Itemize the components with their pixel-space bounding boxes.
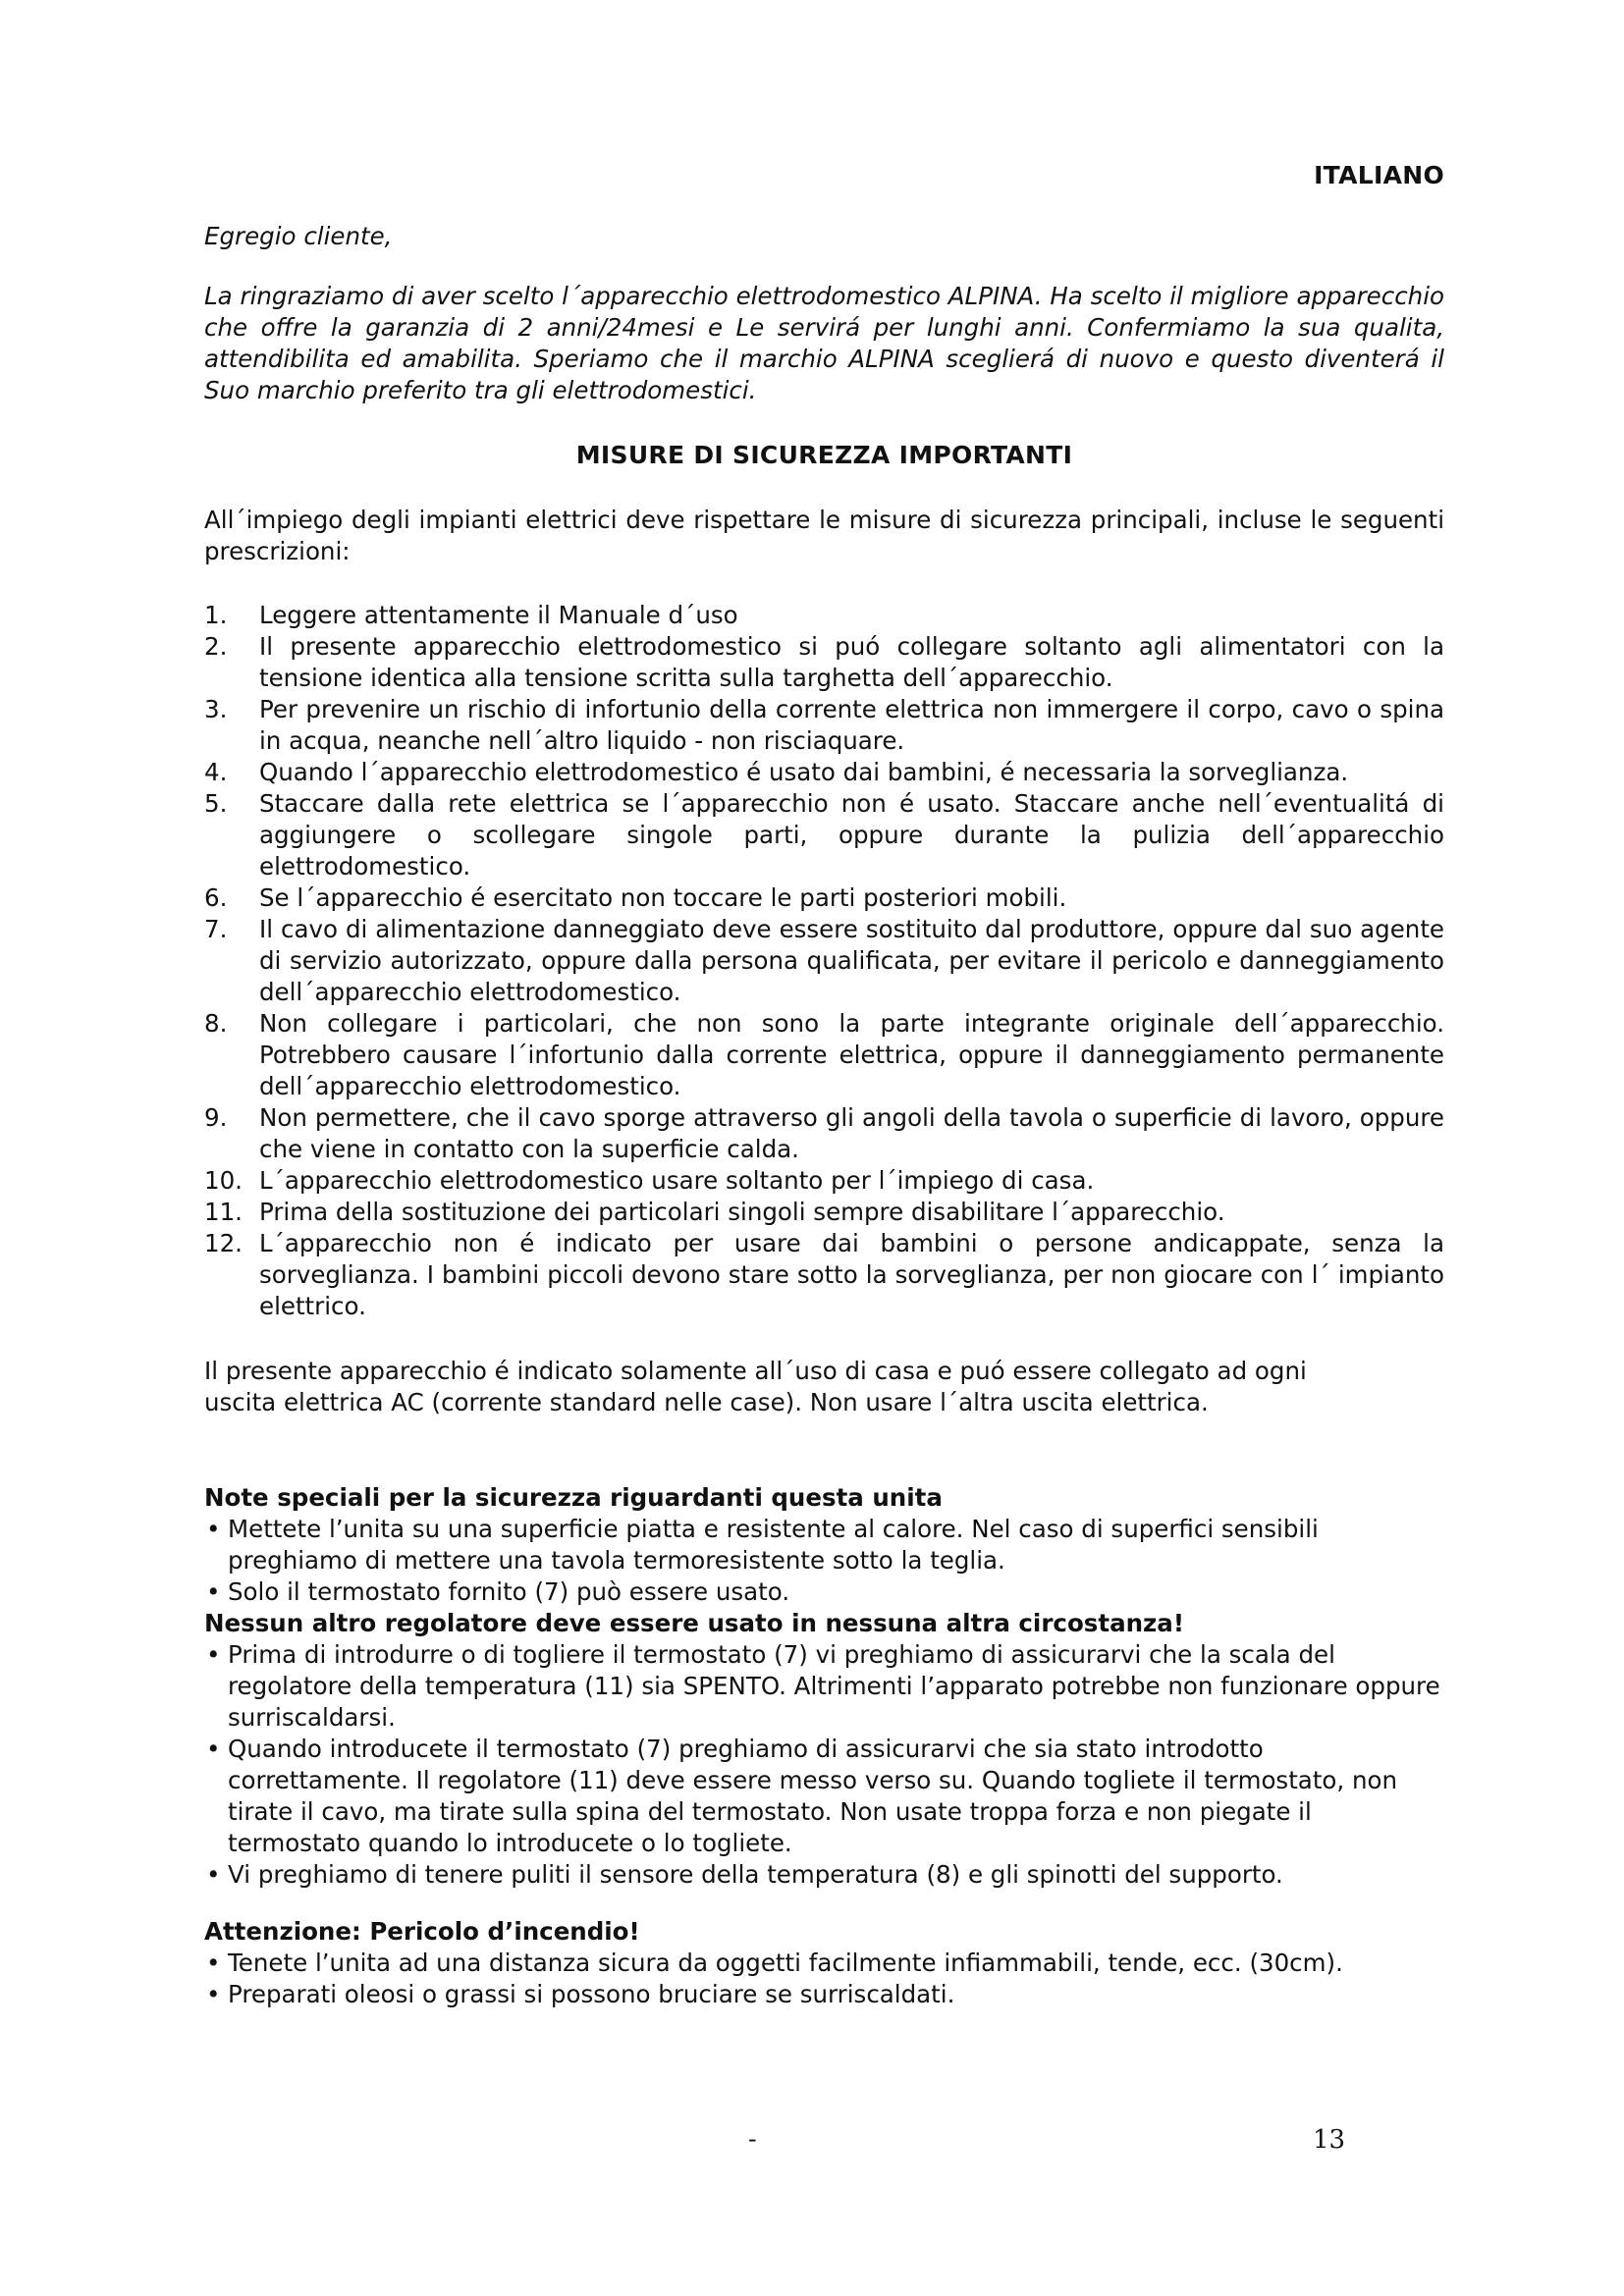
page-number: 13	[1313, 2125, 1346, 2155]
usage-line: uscita elettrica AC (corrente standard nelle case). Non usare l´altra uscita elettrica.	[204, 1388, 1209, 1416]
greeting: Egregio cliente,	[204, 222, 393, 250]
safety-rules-list	[204, 600, 1444, 1322]
rule-item: 2. Il presente apparecchio elettrodomestico si puó collegare soltanto agli alimentatori con la tensione identica alla tensione scritta sulla targhetta dell´apparecchio.	[204, 632, 1444, 692]
list-item: • Preparati oleosi o grassi si possono bruciare se surriscaldati.	[206, 1980, 955, 2008]
language-heading: ITALIANO	[1314, 161, 1444, 189]
list-item: • Tenete l’unita ad una distanza sicura da oggetti facilmente infiammabili, tende, ecc. (30cm).	[206, 1949, 1343, 1977]
fire-bullets	[204, 1948, 1444, 2010]
rule-item: 12. L´apparecchio non é indicato per usare dai bambini o persone andicappate, senza la sorveglianza. I bambini piccoli devono stare sotto la sorveglianza, per non giocare con l´ impianto elettrico.	[204, 1229, 1444, 1320]
safety-lead: All´impiego degli impianti elettrici deve rispettare le misure di sicurezza principali, incluse le seguenti prescrizioni:	[204, 506, 1444, 565]
bullet-icon: •	[206, 1949, 221, 1977]
list-item: • Solo il termostato fornito (7) può essere usato.	[206, 1577, 790, 1606]
rule-item: 11. Prima della sostituzione dei particolari singoli sempre disabilitare l´apparecchio.	[204, 1198, 1225, 1226]
rule-item: 7. Il cavo di alimentazione danneggiato deve essere sostituito dal produttore, oppure dal suo agente di servizio autorizzato, oppure dalla persona qualificata, per evitare il pericolo e danneggiamento dell´apparecchio elettrodomestico.	[204, 915, 1444, 1006]
fire-warning-section	[204, 1916, 1444, 2010]
list-item: • Mettete l’unita su una superficie piatta e resistente al calore. Nel caso di superfici sensibili preghiamo di mettere una tavola termoresistente sotto la teglia.	[206, 1515, 1319, 1575]
bullet-icon: •	[206, 1980, 221, 2008]
rule-item: 5. Staccare dalla rete elettrica se l´apparecchio non é usato. Staccare anche nell´eventualitá di aggiungere o scollegare singole parti, oppure durante la pulizia dell´apparecchio elettrodomestico.	[204, 789, 1444, 881]
bullet-icon: •	[206, 1640, 221, 1669]
list-item: • Vi preghiamo di tenere puliti il sensore della temperatura (8) e gli spinotti del supporto.	[206, 1860, 1283, 1889]
intro-paragraph: La ringraziamo di aver scelto l´apparecchio elettrodomestico ALPINA. Ha scelto il migliore apparecchio che offre la garanzia di 2 anni/24mesi e Le servirá per lunghi anni. Confermiamo la sua qualita, attendibilita ed amabilita. Speriamo che il marchio ALPINA sceglierá di nuovo e questo diventerá il Suo marchio preferito tra gli elettrodomestici.	[204, 282, 1444, 404]
notes-bullets-b	[204, 1639, 1444, 1891]
rule-item: 8. Non collegare i particolari, che non sono la parte integrante originale dell´apparecchio. Potrebbero causare l´infortunio dalla corrente elettrica, oppure il danneggiamento permanente dell´apparecchio elettrodomestico.	[204, 1009, 1444, 1100]
bullet-icon: •	[206, 1860, 221, 1889]
rule-item: 1. Leggere attentamente il Manuale d´uso	[204, 601, 738, 629]
rule-item: 10. L´apparecchio elettrodomestico usare soltanto per l´impiego di casa.	[204, 1166, 1095, 1195]
notes-title: Note speciali per la sicurezza riguardanti questa unita	[204, 1483, 943, 1512]
list-item: • Prima di introdurre o di togliere il termostato (7) vi preghiamo di assicurarvi che la scala del regolatore della temperatura (11) sia SPENTO. Altrimenti l’apparato potrebbe non funzionare oppure surriscaldarsi.	[206, 1640, 1440, 1732]
footer-dash: -	[748, 2125, 757, 2153]
bullet-icon: •	[206, 1577, 221, 1606]
rule-item: 4. Quando l´apparecchio elettrodomestico é usato dai bambini, é necessaria la sorveglianza.	[204, 758, 1349, 786]
fire-title: Attenzione: Pericolo d’incendio!	[204, 1917, 640, 1946]
bullet-icon: •	[206, 1735, 221, 1763]
notes-bullets-a	[204, 1514, 1444, 1608]
special-notes-section	[204, 1482, 1444, 1891]
bullet-icon: •	[206, 1515, 221, 1543]
notes-warning: Nessun altro regolatore deve essere usato in nessuna altra circostanza!	[204, 1609, 1185, 1637]
rule-item: 6. Se l´apparecchio é esercitato non toccare le parti posteriori mobili.	[204, 883, 1067, 912]
document-page	[204, 0, 1444, 2296]
usage-paragraph	[204, 1356, 1444, 1418]
usage-line: Il presente apparecchio é indicato solamente all´uso di casa e puó essere collegato ad ogni	[204, 1357, 1307, 1385]
rule-item: 3. Per prevenire un rischio di infortunio della corrente elettrica non immergere il corpo, cavo o spina in acqua, neanche nell´altro liquido - non risciaquare.	[204, 695, 1444, 755]
rule-item: 9. Non permettere, che il cavo sporge attraverso gli angoli della tavola o superficie di lavoro, oppure che viene in contatto con la superficie calda.	[204, 1103, 1444, 1163]
safety-title: MISURE DI SICUREZZA IMPORTANTI	[575, 441, 1073, 469]
list-item: • Quando introducete il termostato (7) preghiamo di assicurarvi che sia stato introdotto correttamente. Il regolatore (11) deve essere messo verso su. Quando togliete il termostato, non tirate il cavo, ma tirate sulla spina del termostato. Non usate troppa forza e non piegate il termostato quando lo introducete o lo togliete.	[206, 1735, 1398, 1857]
